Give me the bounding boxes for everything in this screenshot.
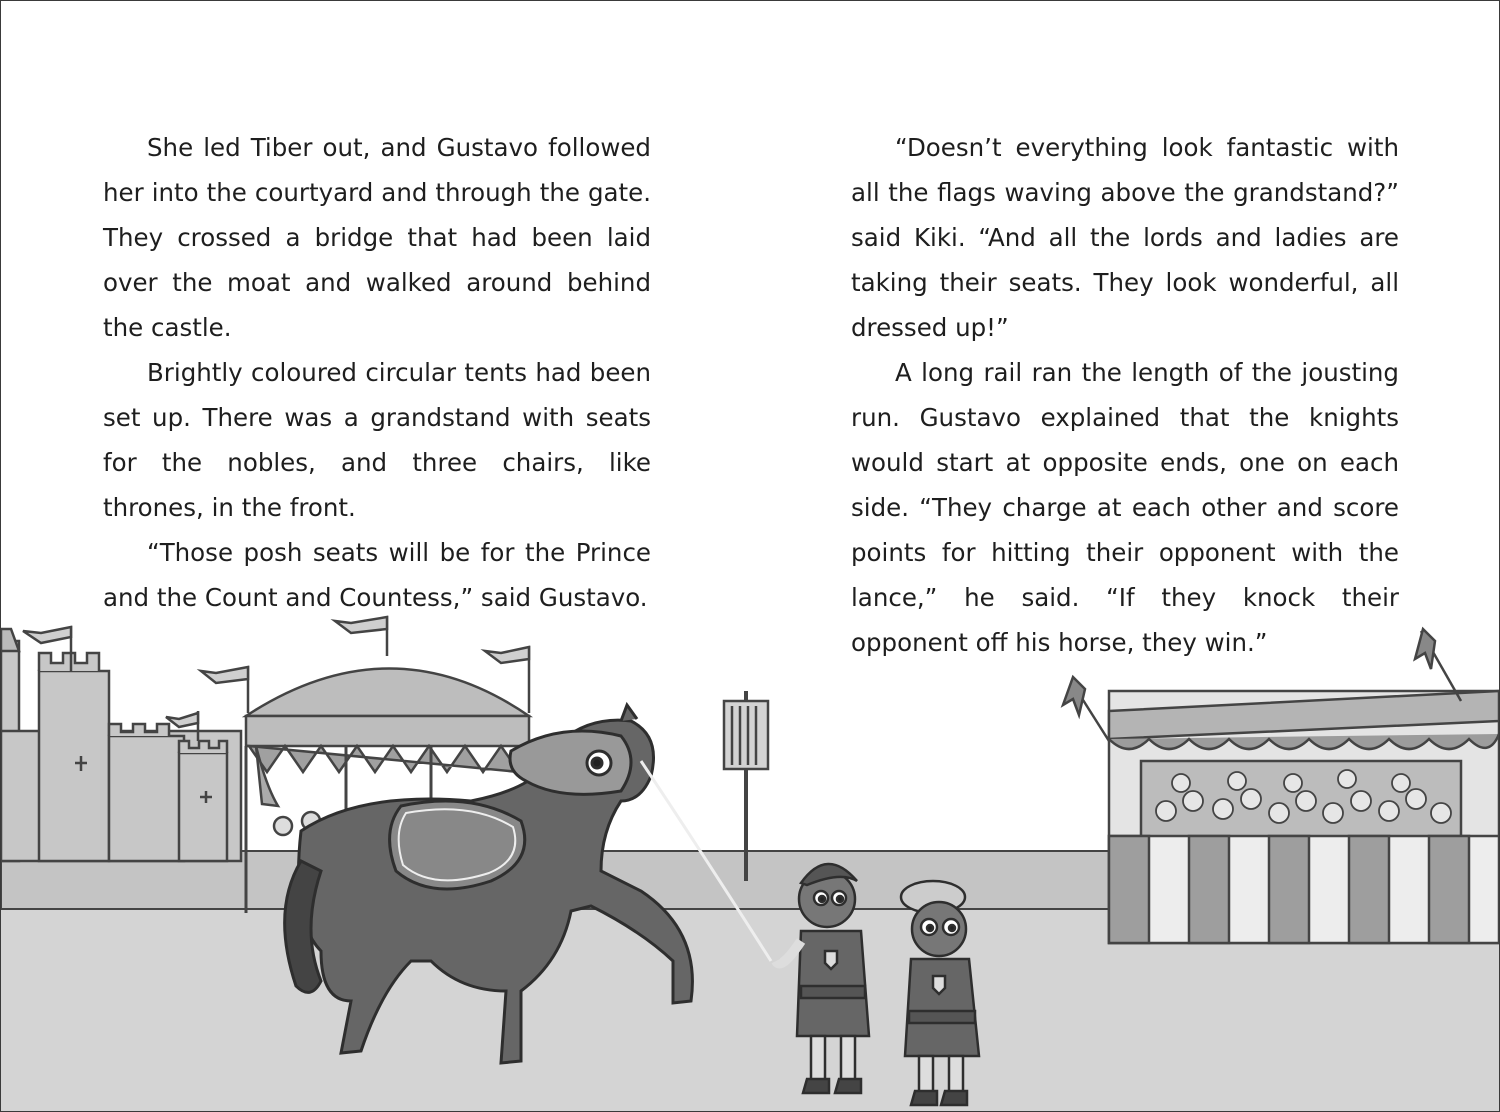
left-page-text (103, 125, 651, 620)
castle (1, 629, 241, 861)
paragraph: She led Tiber out, and Gustavo followed her into the courtyard and through the gate. They crossed a bridge that had been laid over the moat and walked around behind the castle. (103, 133, 651, 342)
paragraph: A long rail ran the length of the jousting run. Gustavo explained that the knights would start at opposite ends, one on each side. “They charge at each other and score points for hitting their opponent with the lance,” he said. “If they knock their opponent off his horse, they win.” (851, 358, 1399, 657)
paragraph: “Doesn’t everything look fantastic with all the flags waving above the grandstand?” said Kiki. “And all the lords and ladies are taking their seats. They look wonderful, all dressed up!” (851, 133, 1399, 342)
paragraph: Brightly coloured circular tents had been set up. There was a grandstand with seats for the nobles, and three chairs, like thrones, in the front. (103, 358, 651, 522)
right-page-text (851, 125, 1399, 665)
paragraph: “Those posh seats will be for the Prince and the Count and Countess,” said Gustavo. (103, 538, 651, 612)
